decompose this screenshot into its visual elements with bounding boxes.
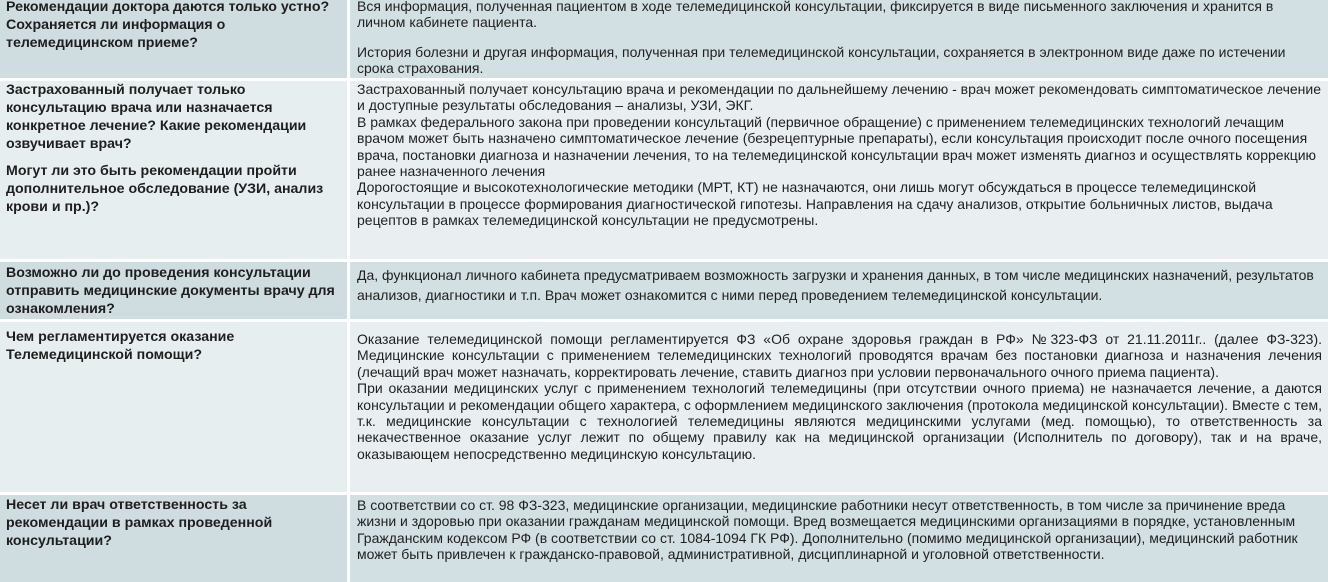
- answer-paragraph: Дорогостоящие и высокотехнологические методики (МРТ, КТ) не назначаются, они лишь могут обсуждаться в процессе телемедицинской консультации в процессе формирования диагностической гипотезы. Направления на сдачу анализов, открытие больничных листов, выдача рецептов в рамках телемедицинской консультации не предусмотрены.: [357, 179, 1273, 229]
- question-text: Несет ли врач ответственность за рекомендации в рамках проведенной консультации?: [6, 497, 273, 549]
- answer-paragraph: Оказание телемедицинской помощи регламентируется ФЗ «Об охране здоровья граждан в РФ» №323-ФЗ от 21.11.2011г.. (далее ФЗ-323). Медицинские консультации с применением телемедицинских технологий проводятся врачам без постановки диагноза и назначения лечения (лечащий врач может назначать, корректировать лечение, ставить диагноз при условии первоначального очного приема пациента).: [357, 331, 1322, 380]
- question-cell: [0, 0, 347, 78]
- answer-paragraph: Застрахованный получает консультацию врача и рекомендации по дальнейшему лечению - врач может рекомендовать симптоматическое лечение и доступные результаты обследования – анализы, УЗИ, ЭКГ.: [357, 81, 1322, 114]
- question-text: Рекомендации доктора даются только устно? Сохраняется ли информация о телемедицинском приеме?: [6, 0, 330, 51]
- answer-paragraph: В соответствии со ст. 98 ФЗ-323, медицинские организации, медицинские работники несут ответственность, в том числе за причинение вреда жизни и здоровью при оказании гражданам медицинской помощи. Вред возмещается медицинскими организациями в порядке, установленным Гражданским кодексом РФ (в соответствии со ст. 1084-1094 ГК РФ). Дополнительно (помимо медицинской организации), медицинский работник может быть привлечен к гражданско-правовой, административной, дисциплинарной и уголовной ответственности.: [357, 497, 1298, 563]
- question-text: Чем регламентируется оказание Телемедицинской помощи?: [6, 329, 235, 363]
- question-cell: [0, 322, 347, 492]
- question-cell: [0, 495, 347, 582]
- answer-cell: [350, 495, 1328, 582]
- faq-row-documents: [0, 262, 1328, 319]
- answer-cell: [350, 322, 1328, 492]
- answer-paragraph: Да, функционал личного кабинета предусматриваем возможность загрузки и хранения данных, в том числе медицинских назначений, результатов анализов, диагностики и т.п. Врач может ознакомится с ними перед проведением телемедицинской консультации.: [357, 267, 1314, 303]
- answer-cell: [350, 262, 1328, 319]
- answer-cell: [350, 81, 1328, 259]
- question-text: Могут ли это быть рекомендации пройти дополнительное обследование (УЗИ, анализ крови и пр.)?: [6, 163, 324, 215]
- answer-cell: [350, 0, 1328, 78]
- faq-row-storage: [0, 0, 1328, 78]
- answer-paragraph: При оказании медицинских услуг с применением технологий телемедицины (при отсутствии очного приема) не назначается лечение, а даются консультации и рекомендации общего характера, с оформлением медицинского заключения (протокола медицинской консультации). Вместе с тем, т.к. медицинские консультации с технологией телемедицины являются медицинскими услугами (мед. помощью), то ответственность за некачественное оказание услуг лежит по общему правилу как на медицинской организации (Исполнитель по договору), так и на враче, оказывающем непосредственно медицинскую консультацию.: [357, 380, 1322, 462]
- answer-paragraph: История болезни и другая информация, полученная при телемедицинской консультации, сохраняется в электронном виде даже по истечении срока страхования.: [357, 43, 1286, 77]
- question-text: Возможно ли до проведения консультации отправить медицинские документы врачу для ознакомления?: [6, 265, 335, 317]
- answer-paragraph: Вся информация, полученная пациентом в ходе телемедицинской консультации, фиксируется в виде письменного заключения и хранится в личном кабинете пациента.: [357, 0, 1274, 31]
- answer-paragraph: В рамках федерального закона при проведении консультаций (первичное обращение) с применением телемедицинских технологий лечащим врачом может быть назначено симптоматическое лечение (безрецептурные препараты), если консультация происходит после очного посещения врача, постановки диагноза и назначении лечения, то на телемедицинской консультации врач может изменять диагноз и осуществлять коррекцию ранее назначенного лечения: [357, 113, 1317, 180]
- question-cell: [0, 262, 347, 319]
- question-cell: [0, 81, 347, 259]
- faq-row-regulation: [0, 322, 1328, 492]
- faq-row-treatment: [0, 81, 1328, 259]
- question-text: Застрахованный получает только консультацию врача или назначается конкретное лечение? Какие рекомендации озвучивает врач?: [6, 82, 307, 152]
- faq-row-liability: [0, 495, 1328, 582]
